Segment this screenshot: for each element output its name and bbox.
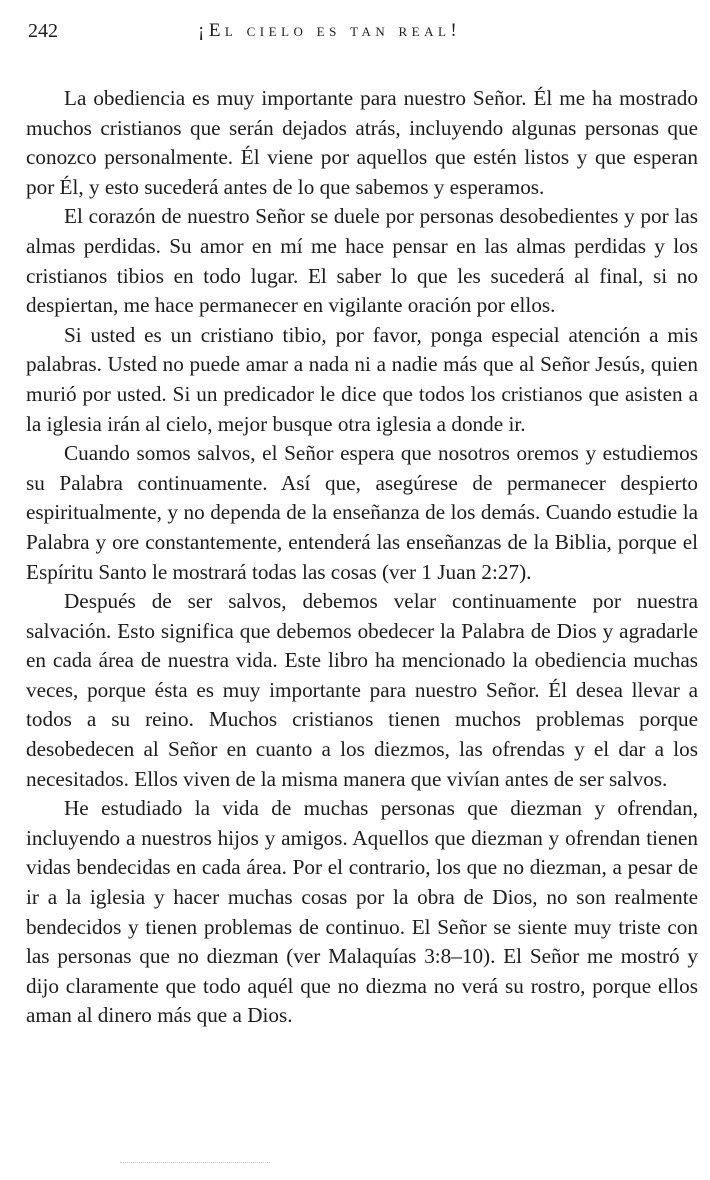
paragraph: Después de ser salvos, debemos velar continuamente por nuestra salvación. Esto significa que debemos obedecer la Palabra de Dios y agradarle en cada área de nuestra vida. Este libro ha mencionado la obediencia muchas veces, porque ésta es muy importante para nuestro Señor. Él desea llevar a todos a su reino. Muchos cristianos tienen muchos problemas porque desobedecen al Señor en cuanto a los diezmos, las ofrendas y el dar a los necesitados. Ellos viven de la misma manera que vivían antes de ser salvos. [26, 589, 698, 791]
scan-artifact [120, 1162, 270, 1167]
body-text [26, 84, 698, 1031]
page-header [28, 14, 682, 54]
paragraph: El corazón de nuestro Señor se duele por personas desobedientes y por las almas perdidas. Su amor en mí me hace pensar en las almas perdidas y los cristianos tibios en todo lugar. El saber lo que les sucederá al final, si no despiertan, me hace permanecer en vigilante oración por ellos. [26, 204, 698, 318]
running-title: ¡El cielo es tan real! [198, 20, 462, 41]
paragraph: Cuando somos salvos, el Señor espera que nosotros oremos y estudiemos su Palabra continuamente. Así que, asegúrese de permanecer despierto espiritualmente, y no dependa de la enseñanza de los demás. Cuando estudie la Palabra y ore constantemente, entenderá las enseñanzas de la Biblia, porque el Espíritu Santo le mostrará todas las cosas (ver 1 Juan 2:27). [26, 441, 698, 584]
page-number: 242 [28, 20, 58, 42]
paragraph: He estudiado la vida de muchas personas que diezman y ofrendan, incluyendo a nuestros hijos y amigos. Aquellos que diezman y ofrendan tienen vidas bendecidas en cada área. Por el contrario, los que no diezman, a pesar de ir a la iglesia y hacer muchas cosas por la obra de Dios, no son realmente bendecidos y tienen problemas de continuo. El Señor se siente muy triste con las personas que no diezman (ver Malaquías 3:8–10). El Señor me mostró y dijo claramente que todo aquél que no diezma no verá su rostro, porque ellos aman al dinero más que a Dios. [26, 796, 698, 1028]
paragraph: La obediencia es muy importante para nuestro Señor. Él me ha mostrado muchos cristianos que serán dejados atrás, incluyendo algunas personas que conozco personalmente. Él viene por aquellos que estén listos y que esperan por Él, y esto sucederá antes de lo que sabemos y esperamos. [26, 86, 698, 199]
paragraph: Si usted es un cristiano tibio, por favor, ponga especial atención a mis palabras. Usted no puede amar a nada ni a nadie más que al Señor Jesús, quien murió por usted. Si un predicador le dice que todos los cristianos que asisten a la iglesia irán al cielo, mejor busque otra iglesia a donde ir. [26, 322, 698, 436]
